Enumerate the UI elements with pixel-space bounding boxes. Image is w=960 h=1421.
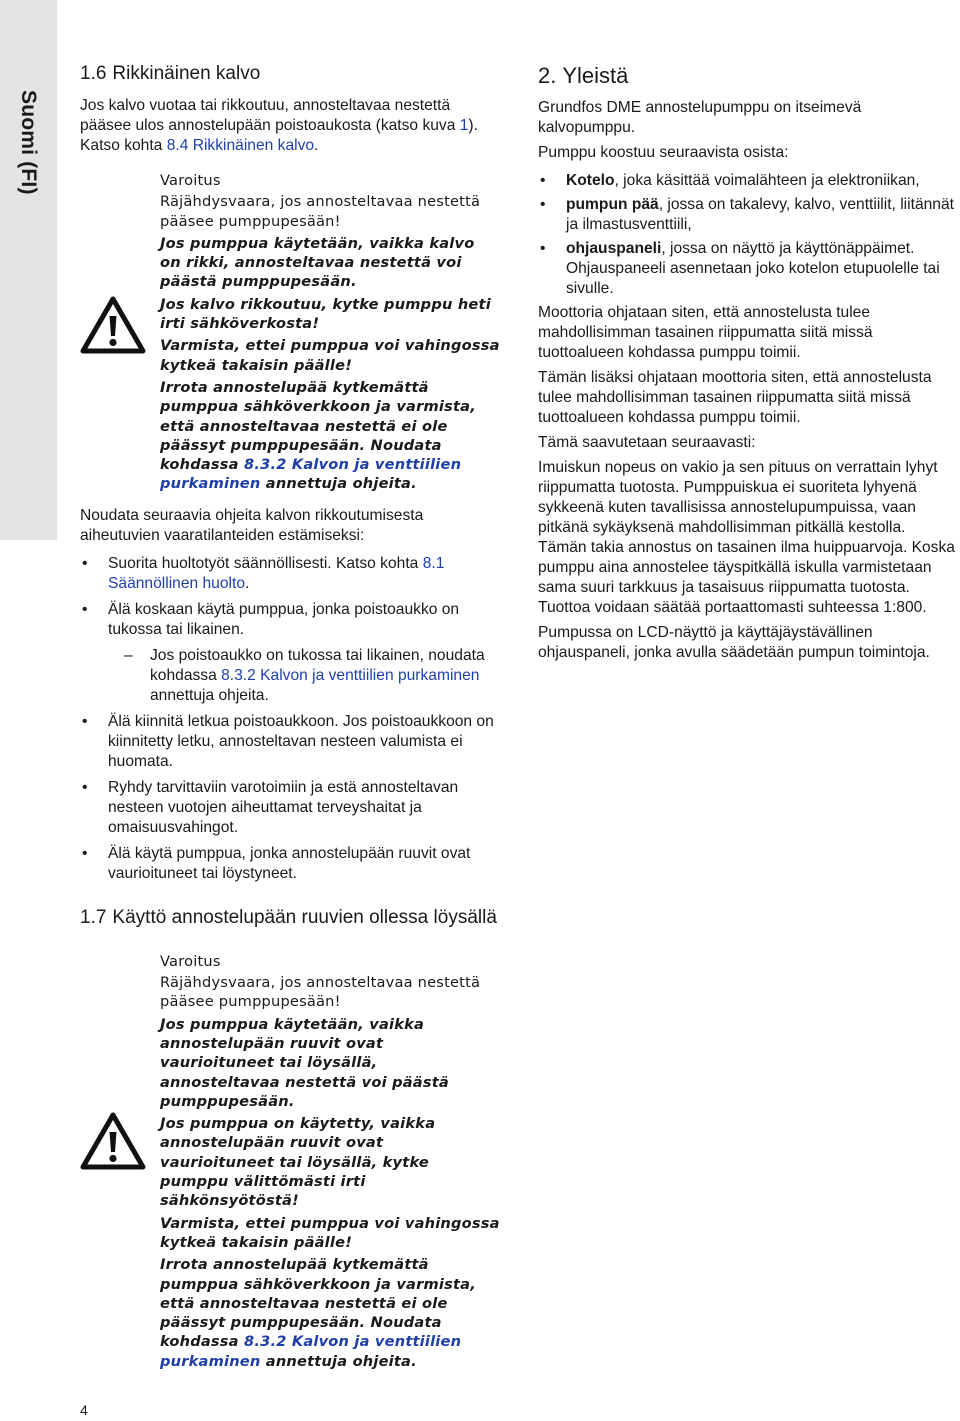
intro-text: ). Katso kohta — [80, 117, 478, 154]
paragraph: Imuiskun nopeus on vakio ja sen pituus on verrattain lyhyt riippumatta tuotosta. Pumppuiskua ei suoriteta lyhyenä sykkeenä kuten tavallisissa annostelupumpuissa, vaan pitkänä sykäyksenä mahdollisimman pitkällä kestolla. Tämän takia annostus on tasainen ilma huippuarvoja. Koska pumppu aina annostelee täyspitkällä iskulla varmistetaan sama suuri tarkkuus ja tasaisuus riippumatta tuotosta. Tuottoa voidaan säätää portaattomasti suhteessa 1:800. — [538, 459, 955, 616]
section-1-6-heading — [80, 62, 500, 86]
warning-line: Jos pumppua käytetään, vaikka kalvo on rikki, annosteltavaa nestettä voi päästä pumppupesään. — [160, 234, 475, 291]
warning-line: Jos pumppua käytetään, vaikka annostelupään ruuvit ovat vaurioituneet tai löysällä, annosteltavaa nestettä voi päästä pumppupesään. — [160, 1015, 449, 1110]
warning-triangle-icon — [80, 1112, 146, 1170]
section-number: 1.7 — [80, 906, 107, 928]
sub-list-item — [108, 646, 500, 706]
warning-box — [80, 171, 500, 494]
intro-text: . — [314, 137, 319, 154]
list-item-text: , jossa on näyttö ja käyttönäppäimet. Ohjauspaneeli asennetaan joko kotelon etupuolelle tai sivulle. — [566, 240, 940, 297]
page-number: 4 — [80, 1402, 88, 1418]
warning-line — [160, 1255, 500, 1371]
warning-line-tail: annettuja ohjeita. — [265, 475, 417, 493]
section-1-6-after-text: Noudata seuraavia ohjeita kalvon rikkoutumisesta aiheutuvien vaaratilanteiden estämiseksi: — [80, 506, 424, 544]
list-item: • Älä kiinnitä letkua poistoaukkoon. Jos poistoaukkoon on kiinnitetty letku, annosteltavan nesteen valumista ei huomata. — [80, 712, 500, 772]
list-item-text: Suorita huoltotyöt säännöllisesti. Katso kohta — [108, 554, 419, 572]
bullet-list — [80, 554, 500, 884]
list-item: • Suorita huoltotyöt säännöllisesti. Katso kohta 8.1 Säännöllinen huolto. — [80, 554, 500, 594]
list-item — [80, 600, 500, 706]
list-item: • Älä käytä pumppua, jonka annostelupään ruuvit ovat vaurioituneet tai löystyneet. — [80, 844, 500, 884]
paragraph: Grundfos DME annostelupumppu on itseimevä kalvopumppu. — [538, 99, 862, 136]
section-link[interactable]: 8.3.2 Kalvon ja venttiilien purkaminen — [160, 1333, 462, 1370]
list-item-text: , joka käsittää voimalähteen ja elektroniikan, — [614, 172, 920, 189]
language-tab — [0, 0, 57, 540]
section-link[interactable]: 8.3.2 Kalvon ja venttiilien purkaminen — [221, 666, 480, 684]
warning-line: Jos kalvo rikkoutuu, kytke pumppu heti irti sähköverkosta! — [160, 295, 491, 333]
warning-line: Varmista, ettei pumppua voi vahingossa kytkeä takaisin päälle! — [160, 337, 500, 374]
section-link[interactable]: 8.4 Rikkinäinen kalvo — [166, 137, 315, 154]
list-item — [538, 195, 956, 235]
sub-item-text: Jos poistoaukko on tukossa tai likainen, noudata kohdassa — [150, 646, 485, 684]
section-title: Yleistä — [562, 63, 629, 88]
paragraph: Pumpussa on LCD-näyttö ja käyttäjäystävällinen ohjauspaneli, jonka avulla säädetään pumpun toimintoja. — [538, 624, 930, 661]
warning-line-text: Irrota annostelupää kytkemättä pumppua sähköverkkoon ja varmista, että annosteltavaa nestettä ei ole päässyt pumppupesään. Noudata kohdassa — [160, 378, 476, 474]
right-column — [538, 62, 956, 668]
list-item-term: Kotelo — [566, 172, 615, 189]
warning-line-tail: annettuja ohjeita. — [265, 1352, 417, 1370]
warning-line: Varmista, ettei pumppua voi vahingossa kytkeä takaisin päälle! — [160, 1214, 500, 1251]
list-item: • Ryhdy tarvittaviin varotoimiin ja estä annosteltavan nesteen vuotojen aiheuttamat terveyshaitat ja omaisuusvahingot. — [80, 778, 500, 838]
section-1-6-intro — [80, 96, 500, 156]
warning-line: Räjähdysvaara, jos annosteltavaa nestettä pääsee pumppupesään! — [160, 974, 481, 1011]
warning-line: Räjähdysvaara, jos annosteltavaa nestettä pääsee pumppupesään! — [160, 193, 481, 230]
warning-title: Varoitus — [160, 952, 221, 970]
list-item-text: , jossa on takalevy, kalvo, venttiilit, liitännät ja ilmastusventtiili, — [566, 196, 954, 233]
warning-line — [160, 378, 500, 494]
section-title: Rikkinäinen kalvo — [112, 63, 261, 84]
list-item — [538, 171, 956, 191]
warning-box — [80, 952, 500, 1371]
sub-item-tail: annettuja ohjeita. — [150, 686, 269, 704]
figure-link[interactable]: 1 — [459, 117, 469, 134]
warning-line: Jos pumppua on käytetty, vaikka annostelupään ruuvit ovat vaurioituneet tai löysällä, kytke pumppu välittömästi irti sähkönsyötöstä! — [160, 1115, 436, 1210]
paragraph: Moottoria ohjataan siten, että annostelusta tulee mahdollisimman tasainen riippumatta siitä missä tuottoalueen kohdassa pumppu toimii. — [538, 304, 873, 361]
component-list — [538, 171, 956, 299]
list-item-term: ohjauspaneli — [566, 240, 662, 257]
section-2-heading — [538, 62, 956, 90]
section-title: Käyttö annostelupään ruuvien ollessa löysällä — [112, 906, 497, 928]
warning-line-text: Irrota annostelupää kytkemättä pumppua sähköverkkoon ja varmista, että annosteltavaa nestettä ei ole päässyt pumppupesään. Noudata kohdassa — [160, 1256, 476, 1351]
list-item-term: pumpun pää — [566, 196, 659, 213]
intro-text: Jos kalvo vuotaa tai rikkoutuu, annosteltavaa nestettä pääsee ulos annostelupään poistoaukosta (katso kuva — [80, 97, 460, 134]
paragraph: Tämän lisäksi ohjataan moottoria siten, että annostelusta tulee mahdollisimman tasainen riippumatta siitä missä tuottoalueen kohdassa pumppu toimii. — [538, 369, 932, 426]
list-item — [538, 239, 956, 299]
section-number: 1.6 — [80, 63, 107, 84]
language-tab-label: Suomi (FI) — [17, 90, 40, 195]
warning-title: Varoitus — [160, 172, 221, 189]
left-column — [80, 62, 500, 1383]
list-item-text: Älä koskaan käytä pumppua, jonka poistoaukko on tukossa tai likainen. — [108, 600, 460, 638]
warning-triangle-icon — [80, 296, 146, 354]
section-link[interactable]: 8.3.2 Kalvon ja venttiilien purkaminen — [160, 456, 462, 493]
paragraph: Pumppu koostuu seuraavista osista: — [538, 144, 789, 161]
section-1-7-heading — [80, 906, 500, 930]
section-link[interactable]: 8.1 Säännöllinen huolto — [108, 554, 445, 592]
paragraph: Tämä saavutetaan seuraavasti: — [538, 434, 756, 451]
section-number: 2. — [538, 63, 557, 88]
